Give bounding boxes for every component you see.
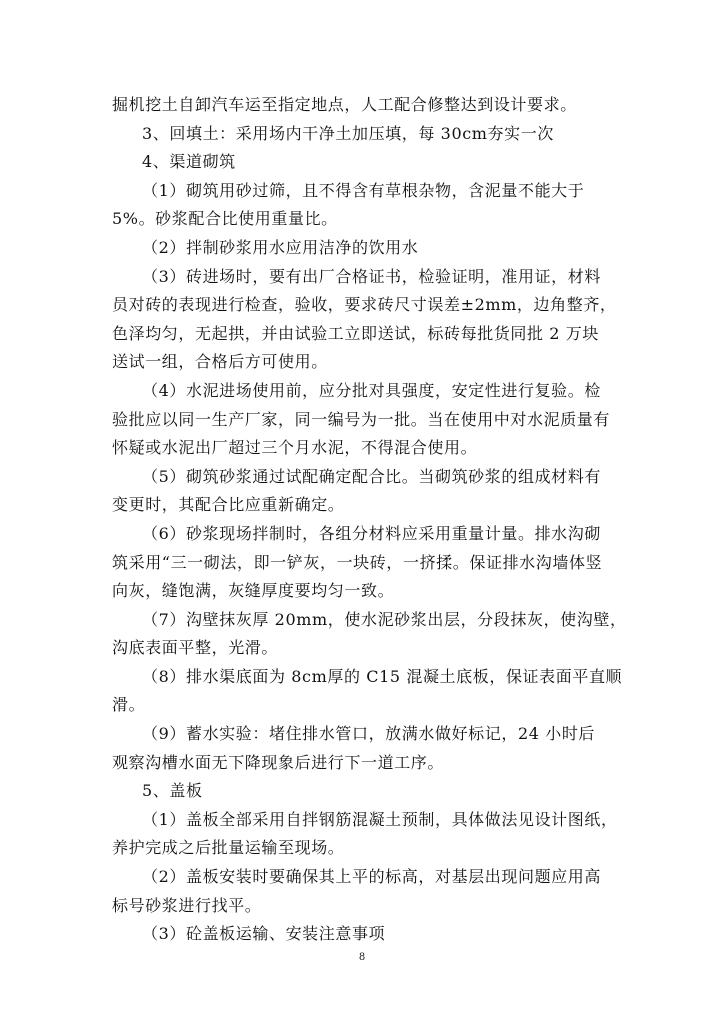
text-line: （6）砂浆现场拌制时，各组分材料应采用重量计量。排水沟砌 — [142, 523, 601, 543]
text-line: 验批应以同一生产厂家，同一编号为一批。当在使用中对水泥质量有 — [112, 409, 611, 429]
text-line: 3、回填土：采用场内干净土加压填，每 30cm夯实一次 — [142, 123, 554, 143]
text-line: （2）盖板安装时要确保其上平的标高，对基层出现问题应用高 — [142, 867, 601, 887]
text-line: 沟底表面平整，光滑。 — [112, 638, 279, 658]
text-line: 养护完成之后批量运输至现场。 — [112, 838, 345, 858]
text-line: 滑。 — [112, 695, 146, 715]
text-line: 变更时，其配合比应重新确定。 — [112, 495, 345, 515]
page-number: 8 — [358, 952, 366, 963]
text-line: （4）水泥进场使用前，应分批对具强度，安定性进行复验。检 — [142, 380, 601, 400]
text-line: 筑采用“三一砌法，即一铲灰，一块砖，一挤揉。保证排水沟墙体竖 — [112, 552, 603, 572]
text-line: （1）砌筑用砂过筛，且不得含有草根杂物，含泥量不能大于 — [142, 180, 585, 200]
text-line: 怀疑或水泥出厂超过三个月水泥，不得混合使用。 — [112, 438, 478, 458]
text-line: （9）蓄水实验：堵住排水管口，放满水做好标记，24 小时后 — [142, 724, 596, 744]
text-line: （3）砼盖板运输、安装注意事项 — [142, 924, 386, 944]
text-line: （3）砖进场时，要有出厂合格证书，检验证明，准用证，材料 — [142, 266, 601, 286]
text-line: 送试一组，合格后方可使用。 — [112, 352, 328, 372]
text-line: 色泽均匀，无起拱，并由试验工立即送试，标砖每批货同批 2 万块 — [112, 323, 599, 343]
text-line: 5、盖板 — [142, 781, 203, 801]
text-line: （1）盖板全部采用自拌钢筋混凝土预制，具体做法见设计图纸， — [142, 809, 618, 829]
text-line: （7）沟壁抹灰厚 20mm，使水泥砂浆出层，分段抹灰，使沟壁， — [142, 609, 627, 629]
text-line: （2）拌制砂浆用水应用洁净的饮用水 — [142, 237, 419, 257]
text-line: （8）排水渠底面为 8cm厚的 C15 混凝土底板，保证表面平直顺 — [142, 666, 623, 686]
text-line: 4、渠道砌筑 — [142, 152, 236, 172]
text-line: 5%。砂浆配合比使用重量比。 — [112, 209, 338, 229]
text-line: 向灰，缝饱满，灰缝厚度要均匀一致。 — [112, 581, 395, 601]
text-line: 观察沟槽水面无下降现象后进行下一道工序。 — [112, 752, 445, 772]
text-line: 员对砖的表现进行检查，验收，要求砖尺寸误差±2mm，边角整齐， — [112, 295, 617, 315]
text-line: 标号砂浆进行找平。 — [112, 895, 262, 915]
text-line: 掘机挖土自卸汽车运至指定地点，人工配合修整达到设计要求。 — [112, 95, 577, 114]
text-line: （5）砌筑砂浆通过试配确定配合比。当砌筑砂浆的组成材料有 — [142, 466, 601, 486]
body-text — [112, 91, 627, 949]
